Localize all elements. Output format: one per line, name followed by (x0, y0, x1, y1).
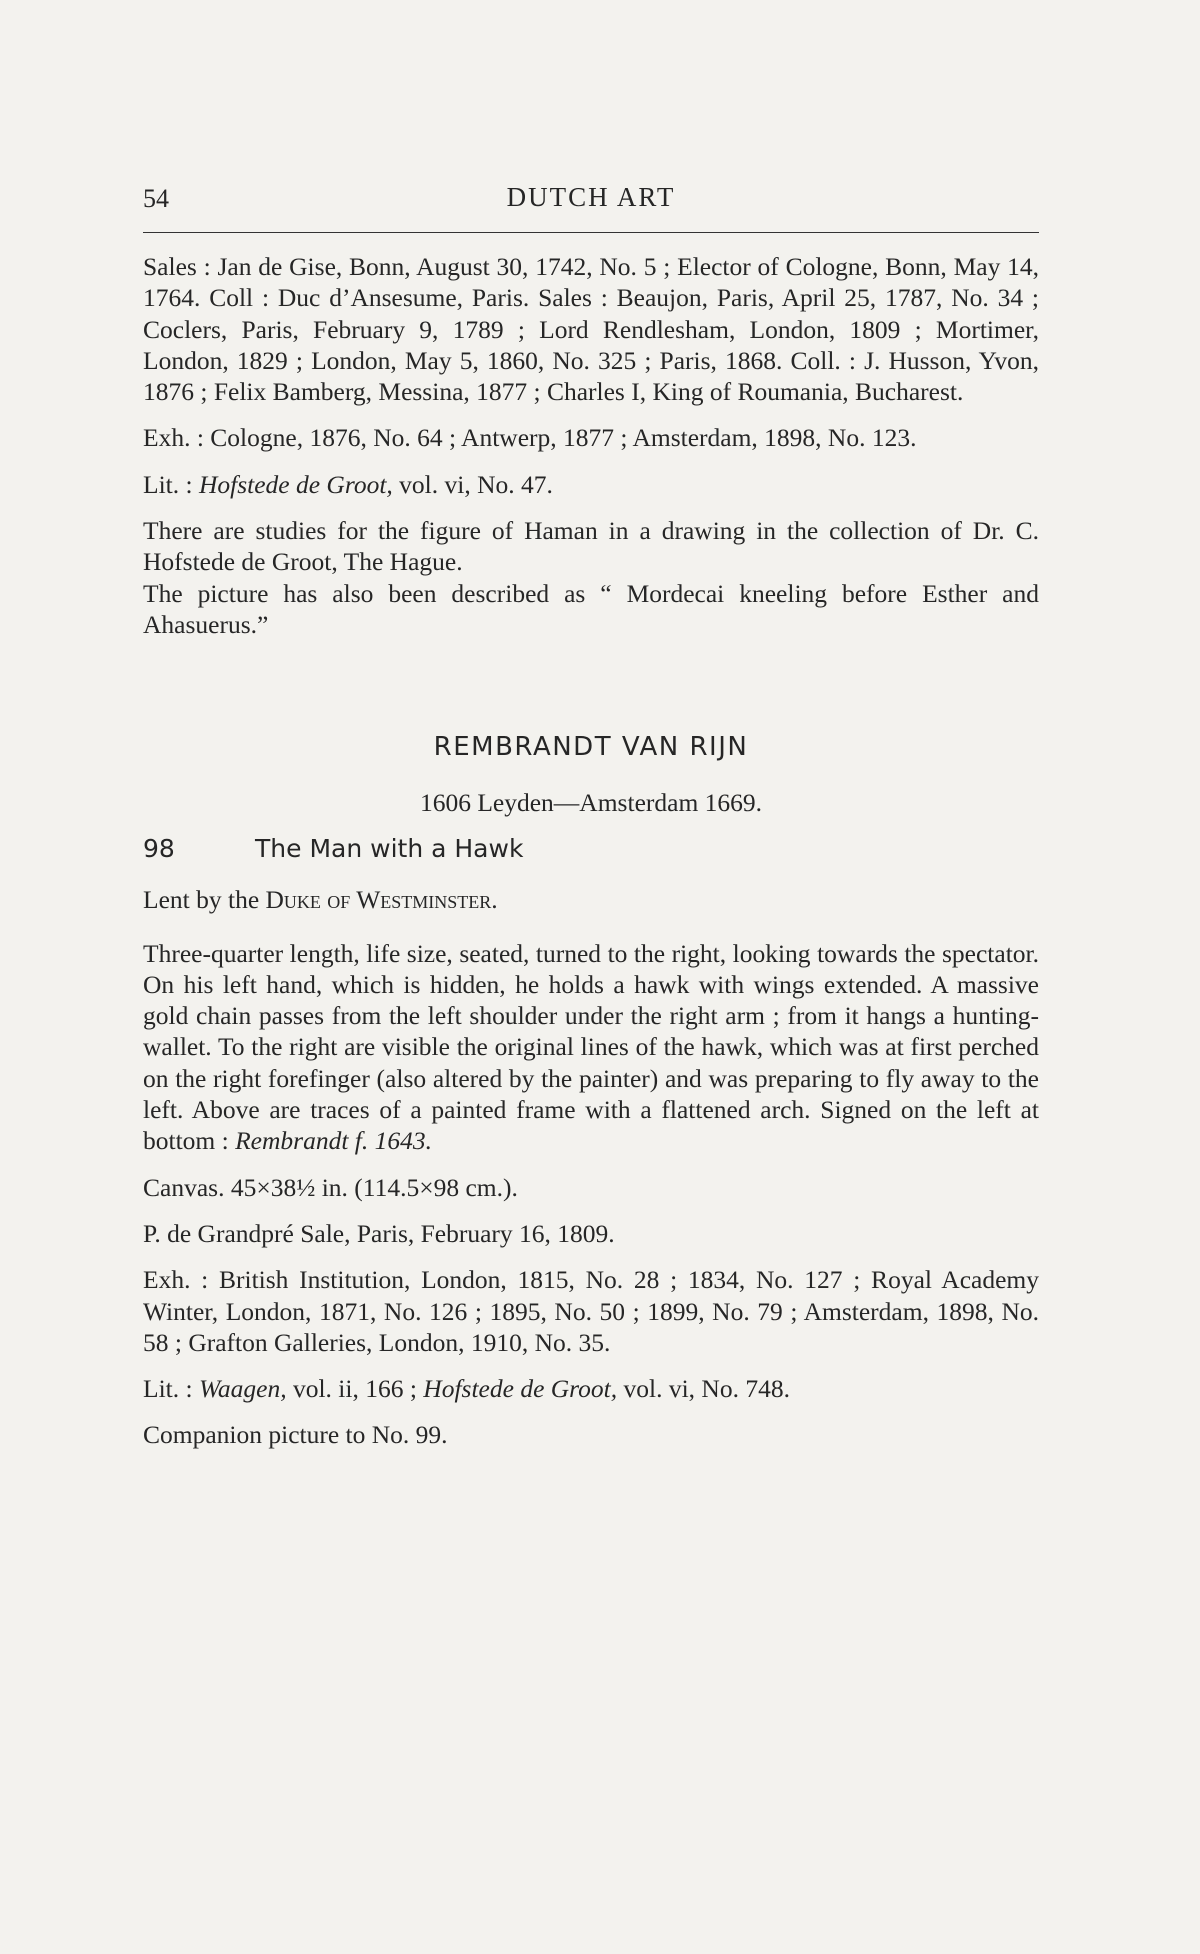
prev-note-described: The picture has also been described as “ Mordecai kneeling before Esther and Ahasuerus.” (143, 578, 1039, 639)
page-number: 54 (143, 184, 169, 213)
running-title: DUTCH ART (506, 182, 676, 212)
exhibition-paragraph: Exh. : British Institution, London, 1815, No. 28 ; 1834, No. 127 ; Royal Academy Winter, London, 1871, No. 126 ; 1895, No. 50 ; 1899, No. 79 ; Amsterdam, 1898, No. 58 ; Grafton Galleries, London, 1910, No. 35. (143, 1265, 1039, 1357)
description-text: Three-quarter length, life size, seated, turned to the right, looking towards the spectator. On his left hand, which is hidden, he holds a hawk with wings extended. A massive gold chain passes from the left shoulder under the right arm ; from it hangs a hunting-wallet. To the right are visible the original lines of the hawk, which was at first perched on the right forefinger (also altered by the painter) and was preparing to fly away to the left. Above are traces of a painted frame with a flattened arch. Signed on the left at bottom : (143, 938, 1039, 1156)
artist-heading: REMBRANDT VAN RIJN (433, 732, 749, 763)
artist-dates: 1606 Leyden—Amsterdam 1669. (419, 788, 763, 818)
description-paragraph (143, 938, 1039, 1157)
lit-suffix: vol. vi, No. 47. (392, 469, 553, 499)
lit-mid: vol. ii, 166 ; (286, 1374, 424, 1404)
literature-paragraph (143, 1373, 1039, 1404)
companion-line: Companion picture to No. 99. (143, 1420, 448, 1450)
entry-heading (143, 832, 1039, 872)
signature: Rembrandt f. 1643. (235, 1126, 432, 1156)
prev-note-studies: There are studies for the figure of Haman in a drawing in the collection of Dr. C. Hofstede de Groot, The Hague. (143, 516, 1039, 577)
lit-author-waagen: Waagen, (198, 1374, 287, 1404)
lit-author: Hofstede de Groot, (198, 469, 393, 499)
catalogue-page (143, 178, 1039, 1451)
lit-prefix: Lit. : (143, 1374, 199, 1404)
lit-suffix: vol. vi, No. 748. (617, 1374, 790, 1404)
lender-prefix: Lent by the (143, 885, 266, 915)
provenance-line: P. de Grandpré Sale, Paris, February 16, 1809. (143, 1218, 615, 1248)
prev-sales-paragraph: Sales : Jan de Gise, Bonn, August 30, 1742, No. 5 ; Elector of Cologne, Bonn, May 14, 1764. Coll : Duc d’Ansesume, Paris. Sales : Beaujon, Paris, April 25, 1787, No. 34 ; Coclers, Paris, February 9, 1789 ; Lord Rendlesham, London, 1809 ; Mortimer, London, 1829 ; London, May 5, 1860, No. 325 ; Paris, 1868. Coll. : J. Husson, Yvon, 1876 ; Felix Bamberg, Messina, 1877 ; Charles I, King of Roumania, Bucharest. (143, 252, 1039, 407)
header-rule (143, 232, 1039, 233)
running-head (143, 178, 1039, 220)
prev-literature-paragraph (143, 469, 1039, 500)
lender-name: Duke of Westminster. (265, 885, 498, 915)
medium-line: Canvas. 45×38½ in. (114.5×98 cm.). (143, 1172, 518, 1202)
entry-title: The Man with a Hawk (255, 834, 524, 864)
prev-exhibition-paragraph: Exh. : Cologne, 1876, No. 64 ; Antwerp, 1877 ; Amsterdam, 1898, No. 123. (143, 423, 917, 453)
entry-number: 98 (143, 834, 175, 864)
lit-author-hofstede: Hofstede de Groot, (423, 1374, 618, 1404)
lit-prefix: Lit. : (143, 469, 199, 499)
lender-line (143, 884, 1039, 915)
